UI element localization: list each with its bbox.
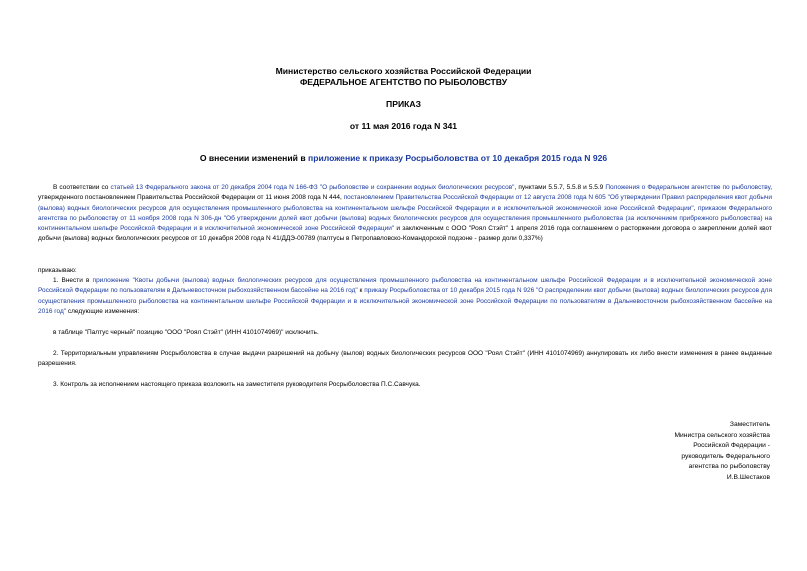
item-1-paragraph [38, 276, 772, 317]
signature-line: Министра сельского хозяйства [674, 431, 770, 439]
preamble-paragraph [38, 183, 772, 245]
order-word: приказываю: [38, 267, 77, 274]
signature-line: Заместитель [729, 421, 770, 428]
regulation-link[interactable]: Положения о Федеральном агентстве по рыболовству [605, 184, 771, 191]
appendix-link[interactable]: приложение "Квоты добычи (вылова) водных биологических ресурсов для осуществления промышленного рыболовства на континентальном шельфе Российской Федерации и в исключительной экономической зоне Российской Федерации по пользователям в Дальневосточном рыбохозяйственном бассейне на 2016 год" [38, 277, 772, 295]
agency-order-link[interactable]: приказом Федерального агентства по рыболовству от 11 ноября 2008 года N 306-дн "Об утверждении долей квот добычи (вылова) водных биологических ресурсов для осуществления промышленного рыболовства (за исключением прибрежного рыболовства) на континентальном шельфе Российской Федерации и в исключительной экономической зоне Российской Федерации" [38, 204, 772, 233]
table-change-paragraph: в таблице "Палтус черный" позицию "ООО "Роял Стэйт" (ИНН 4101074969)" исключить. [53, 329, 319, 336]
government-decree-link[interactable]: постановлением Правительства Российской Федерации от 12 августа 2008 года N 605 "Об утверждении Правил распределения квот добычи (вылова) водных биологических ресурсов для осуществления промышленного рыболовства на континентальном шельфе Российской Федерации и в исключительной экономической зоне Российской Федерации" [38, 194, 773, 212]
date-number-heading: от 11 мая 2016 года N 341 [349, 121, 458, 131]
item-2-paragraph: 2. Территориальным управлениям Росрыболовства в случае выдачи разрешений на добычу (вылов) водных биологических ресурсов ООО "Роял Стэйт" (ИНН 4101074969) аннулировать их либо внести изменения в ранее выданные разрешения. [38, 350, 772, 368]
signature-line: руководитель Федерального [681, 452, 770, 460]
preamble-text-3: , утвержденного постановлением Правительства Российской Федерации от 11 июня 2008 года N 444, [38, 184, 773, 202]
preamble-text-5: и заключенным с ООО "Роял Стэйт" 1 апреля 2016 года соглашением о расторжении договора о закреплении долей квот добычи (вылова) водных биологических ресурсов от 10 декабря 2008 года N 41/ДДЭ-00789 (палтусы в Петропавловско-Командорской подзоне - размер доли 0,337%) [38, 225, 772, 243]
order-926-link[interactable]: приказу Росрыболовства от 10 декабря 2015 года N 926 "О распределении квот добычи (вылова) водных биологических ресурсов для осуществления промышленного рыболовства на континентальном шельфе Российской Федерации и в исключительной экономической зоне Российской Федерации по пользователям в Дальневосточном рыбохозяйственном бассейне на 2016 год" [38, 287, 772, 315]
item-1-text-2: к [357, 287, 365, 295]
title-prefix: О внесении изменений в [199, 153, 308, 163]
preamble-text-2: , пунктами 5.5.7, 5.5.8 и 5.5.9 [514, 184, 606, 191]
ministry-heading: Министерство сельского хозяйства Российской Федерации [275, 66, 532, 76]
preamble-text-4: , [693, 204, 698, 212]
item-1-text-3: следующие изменения: [66, 307, 140, 315]
signature-line: Российской Федерации - [693, 442, 770, 449]
document-title [0, 153, 807, 164]
signature-line: агентства по рыболовству [688, 463, 770, 470]
title-link[interactable]: приложение к приказу Росрыболовства от 10 декабря 2015 года N 926 [308, 153, 608, 163]
item-3-paragraph: 3. Контроль за исполнением настоящего приказа возложить на заместителя руководителя Росрыболовства П.С.Савчука. [53, 381, 421, 388]
doc-type-heading: ПРИКАЗ [386, 99, 421, 109]
agency-heading: ФЕДЕРАЛЬНОЕ АГЕНТСТВО ПО РЫБОЛОВСТВУ [299, 77, 508, 87]
signature-name: И.В.Шестаков [726, 473, 770, 481]
preamble-text-1: В соответствии со [53, 184, 111, 191]
item-1-text-1: 1. Внести в [53, 277, 93, 284]
law-link[interactable]: статьей 13 Федерального закона от 20 декабря 2004 года N 166-ФЗ "О рыболовстве и сохранении водных биологических ресурсов" [110, 184, 515, 191]
signature-block [610, 420, 770, 483]
